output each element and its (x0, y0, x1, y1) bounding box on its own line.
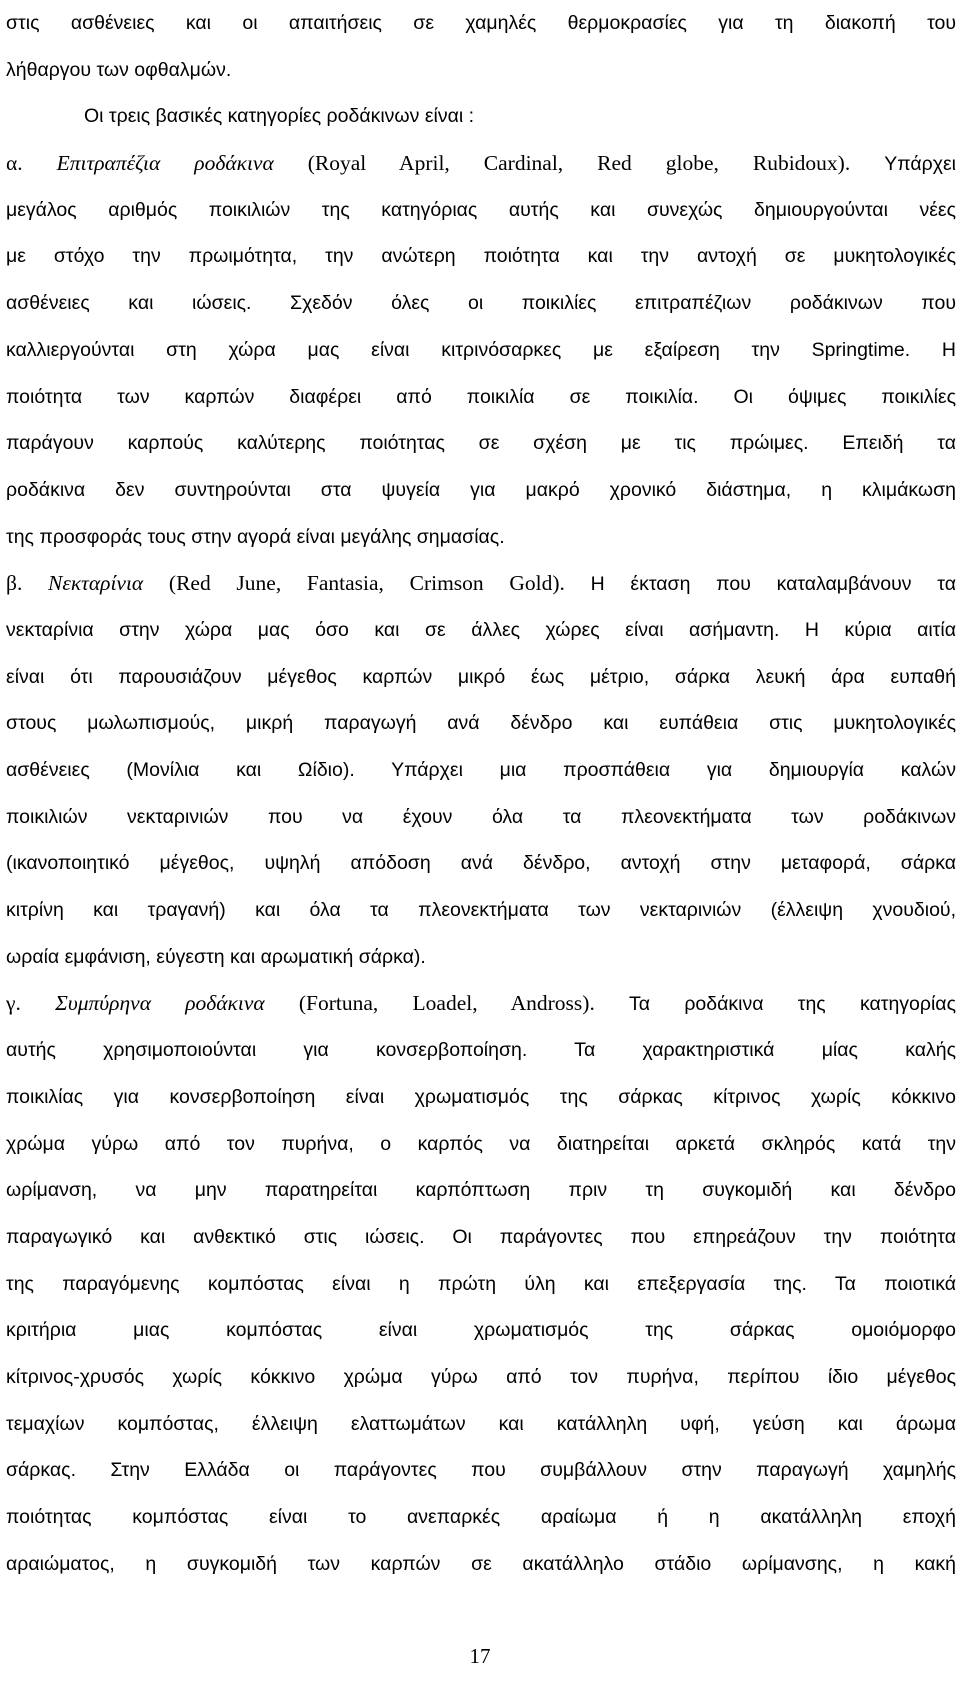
text-span: της παραγόμενης κομπόστας είναι η πρώτη ύλη και επεξεργασία της. Τα ποιοτικά (6, 1272, 956, 1295)
text-line (6, 887, 956, 934)
text-span: αραιώματος, η συγκομιδή των καρπών σε ακατάλληλο στάδιο ωρίμανσης, η κακή (6, 1552, 956, 1575)
text-line (6, 654, 956, 701)
text-line (6, 1121, 956, 1168)
text-span: κίτρινος-χρυσός χωρίς κόκκινο χρώμα γύρω από τον πυρήνα, περίπου ίδιο μέγεθος (6, 1365, 956, 1388)
category-name: Επιτραπέζια ροδάκινα (56, 151, 274, 176)
text-span: Υπάρχει (884, 153, 957, 176)
text-span: (ικανοποιητικό μέγεθος, υψηλή απόδοση ανά δένδρο, αντοχή στην μεταφορά, σάρκα (6, 852, 956, 875)
text-line (6, 327, 956, 374)
category-marker: γ. (6, 991, 56, 1016)
text-line (6, 1541, 956, 1588)
text-line (6, 514, 956, 561)
category-varieties: (Royal April, Cardinal, Red globe, Rubidoux). (273, 151, 885, 176)
text-span: με στόχο την πρωιμότητα, την ανώτερη ποιότητα και την αντοχή σε μυκητολογικές (6, 245, 956, 268)
text-line (6, 374, 956, 421)
text-span: Οι τρεις βασικές κατηγορίες ροδάκινων είναι : (84, 105, 475, 128)
text-line (6, 840, 956, 887)
text-line (6, 794, 956, 841)
text-line (6, 187, 956, 234)
text-line (6, 747, 956, 794)
text-span: ποικιλιών νεκταρινιών που να έχουν όλα τα πλεονεκτήματα των ροδάκινων (6, 805, 956, 828)
text-line (6, 1401, 956, 1448)
category-c-heading (6, 980, 956, 1027)
text-line (6, 1447, 956, 1494)
text-line (6, 1214, 956, 1261)
text-span: τεμαχίων κομπόστας, έλλειψη ελαττωμάτων και κατάλληλη υφή, γεύση και άρωμα (6, 1412, 956, 1435)
text-line (6, 1261, 956, 1308)
text-line (6, 1354, 956, 1401)
text-span: στις ασθένειες και οι απαιτήσεις σε χαμηλές θερμοκρασίες για τη διακοπή του (6, 12, 956, 34)
text-line (6, 1167, 956, 1214)
category-varieties: (Fortuna, Loadel, Andross). (264, 991, 630, 1016)
text-line (6, 1074, 956, 1121)
text-span: είναι ότι παρουσιάζουν μέγεθος καρπών μικρό έως μέτριο, σάρκα λευκή άρα ευπαθή (6, 665, 956, 688)
text-line (6, 0, 956, 47)
text-span: καλλιεργούνται στη χώρα μας είναι κιτρινόσαρκες με εξαίρεση την Springtime. Η (6, 338, 956, 361)
text-span: ποιότητα των καρπών διαφέρει από ποικιλία σε ποικιλία. Οι όψιμες ποικιλίες (6, 385, 956, 408)
text-span: ποικιλίας για κονσερβοποίηση είναι χρωματισμός της σάρκας κίτρινος χωρίς κόκκινο (6, 1085, 956, 1108)
text-span: ωραία εμφάνιση, εύγεστη και αρωματική σάρκα). (6, 945, 426, 968)
text-line (6, 607, 956, 654)
text-span: σάρκας. Στην Ελλάδα οι παράγοντες που συμβάλλουν στην παραγωγή χαμηλής (6, 1459, 956, 1482)
text-line (6, 467, 956, 514)
category-b-heading (6, 560, 956, 607)
page-number: 17 (469, 1644, 491, 1668)
text-line (6, 1307, 956, 1354)
text-span: αυτής χρησιμοποιούνται για κονσερβοποίηση. Τα χαρακτηριστικά μίας καλής (6, 1039, 956, 1062)
text-span: ασθένειες (Μονίλια και Ωίδιο). Υπάρχει μια προσπάθεια για δημιουργία καλών (6, 759, 956, 781)
category-name: Συμπύρηνα ροδάκινα (55, 991, 265, 1016)
text-span: ποιότητας κομπόστας είναι το ανεπαρκές αραίωμα ή η ακατάλληλη εποχή (6, 1506, 956, 1528)
category-marker: β. (6, 571, 49, 596)
category-varieties: (Red June, Fantasia, Crimson Gold). (143, 571, 591, 596)
category-marker: α. (6, 151, 57, 176)
text-line (6, 934, 956, 981)
text-span: χρώμα γύρω από τον πυρήνα, ο καρπός να διατηρείται αρκετά σκληρός κατά την (6, 1132, 956, 1155)
text-line (6, 47, 956, 94)
category-a-heading (6, 140, 956, 187)
text-line (6, 420, 956, 467)
text-line (6, 280, 956, 327)
text-line (6, 1494, 956, 1541)
text-span: στους μωλωπισμούς, μικρή παραγωγή ανά δένδρο και ευπάθεια στις μυκητολογικές (6, 712, 956, 735)
text-line (6, 233, 956, 280)
text-span: παράγουν καρπούς καλύτερης ποιότητας σε σχέση με τις πρώιμες. Επειδή τα (6, 432, 956, 455)
body-text (6, 0, 956, 1587)
text-span: νεκταρίνια στην χώρα μας όσο και σε άλλες χώρες είναι ασήμαντη. Η κύρια αιτία (6, 618, 956, 641)
text-line (6, 1027, 956, 1074)
text-span: της προσφοράς τους στην αγορά είναι μεγάλης σημασίας. (6, 525, 505, 548)
category-name: Νεκταρίνια (48, 571, 144, 596)
text-span: ασθένειες και ιώσεις. Σχεδόν όλες οι ποικιλίες επιτραπέζιων ροδάκινων που (6, 292, 956, 315)
text-span: κριτήρια μιας κομπόστας είναι χρωματισμός της σάρκας ομοιόμορφο (6, 1319, 956, 1342)
text-line (6, 700, 956, 747)
text-span: ωρίμανση, να μην παρατηρείται καρπόπτωση πριν τη συγκομιδή και δένδρο (6, 1179, 956, 1202)
text-span: παραγωγικό και ανθεκτικό στις ιώσεις. Οι παράγοντες που επηρεάζουν την ποιότητα (6, 1225, 956, 1248)
text-span: μεγάλος αριθμός ποικιλιών της κατηγόριας αυτής και συνεχώς δημιουργούνται νέες (6, 198, 956, 221)
text-span: Η έκταση που καταλαμβάνουν τα (590, 573, 956, 596)
text-line (6, 93, 956, 140)
text-span: λήθαργου των οφθαλμών. (6, 58, 232, 81)
text-span: κιτρίνη και τραγανή) και όλα τα πλεονεκτήματα των νεκταρινιών (έλλειψη χνουδιού, (6, 899, 956, 922)
text-span: Τα ροδάκινα της κατηγορίας (629, 993, 956, 1016)
text-span: ροδάκινα δεν συντηρούνται στα ψυγεία για μακρό χρονικό διάστημα, η κλιμάκωση (6, 478, 956, 501)
